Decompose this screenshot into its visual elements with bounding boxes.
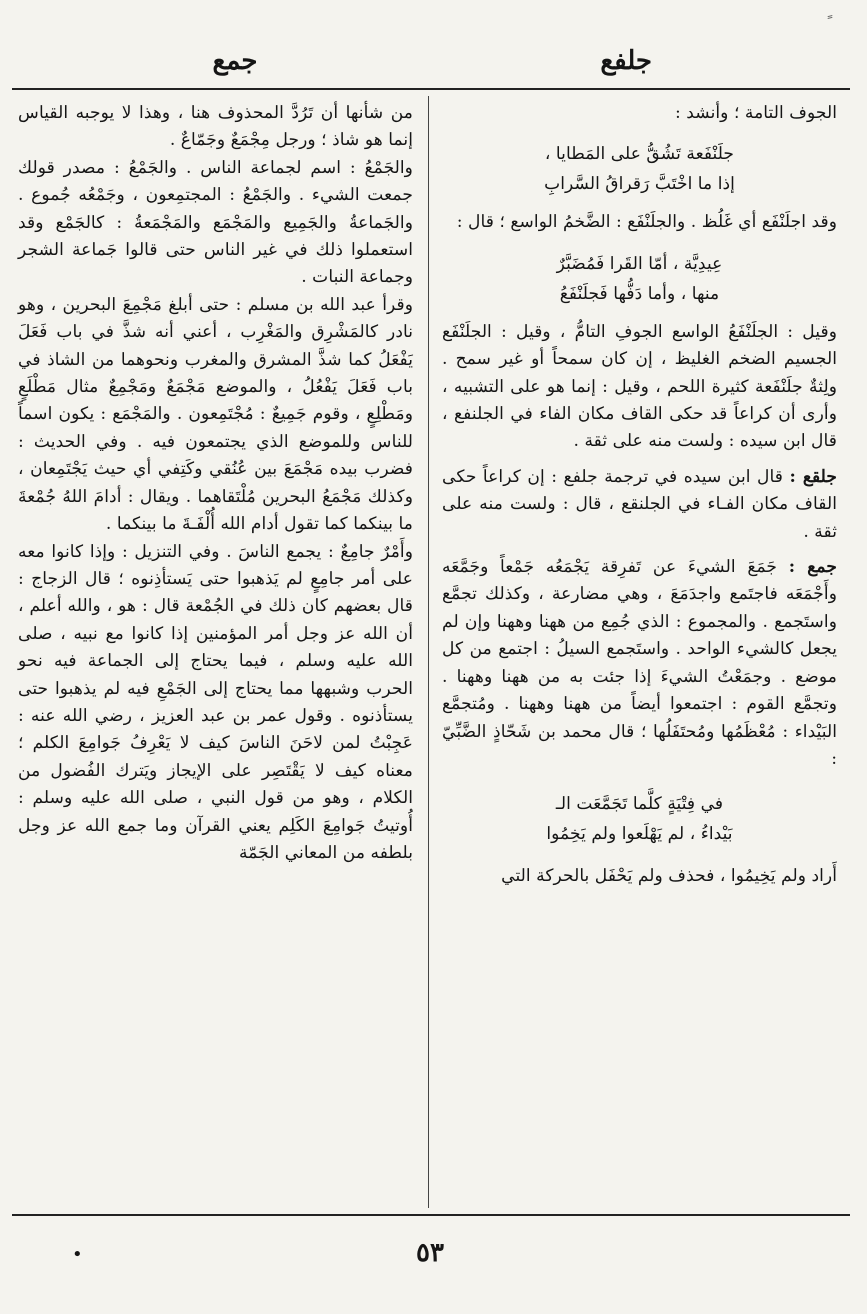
paragraph: من شأنها أن تَرُدَّ المحذوف هنا ، وهذا لا يوجبه القياس إنما هو شاذ ؛ ورجل مِجْمَعٌ وجَمّاعٌ .: [18, 103, 413, 151]
entry-jama: [442, 554, 837, 773]
header-left-word: جمع: [212, 46, 258, 76]
paragraph: والجَمْعُ : اسم لجماعة الناس . والجَمْعُ : مصدر قولك جمعت الشيء . والجَمْعُ : المجتمِعون ، وجَمْعُه جُموع . والجَماعةُ والجَمِيع والمَجْمَع والمَجْمَعةُ : كالجَمْع وقد استعملوا ذلك في غير الناس حتى قالوا جَماعة الشجر وجماعة النبات .: [18, 157, 413, 288]
verse-line: عِيدِيَّة ، أمّا القَرا فَمُضَبَّرٌ: [556, 253, 723, 274]
paragraph: الجوف التامة ؛ وأنشد :: [675, 103, 837, 123]
entry-headword: جلقع :: [789, 466, 837, 487]
entry-jalqa: [442, 464, 837, 546]
paragraph: وقد اجلَنْفَع أي غَلُظ . والجلَنْفَع : الضَّخمُ الواسع ؛ قال :: [456, 212, 837, 233]
verse-line: منها ، وأما دَفُّها فَجلَنْفَعُ: [559, 283, 720, 304]
verse-line: في فِتْيَةٍ كلَّما تَجَمَّعَت الـ: [555, 794, 724, 815]
right-column: [442, 100, 837, 891]
bottom-rule: [12, 1214, 850, 1216]
footer-mark: •: [72, 1244, 83, 1265]
verse: [442, 789, 837, 849]
left-column: [18, 100, 413, 867]
top-rule: [12, 88, 850, 90]
paragraph: وقيل : الجلَنْفَعُ الواسع الجوفِ التامُّ ، وقيل : الجلَنْفَع الجسيم الضخم الغليظ ، إن كان سمحاً أو غير سمح . ولِثةٌ جلَنْفَعة كثيرة اللحم ، وقيل : إنما هو على التشبيه ، وأرى أن كراعاً قد حكى القاف مكان الفاء في الجلنفع ، قال ابن سيده : ولست منه على ثقة .: [442, 321, 837, 452]
column-divider: [428, 96, 429, 1208]
entry-body: جَمَعَ الشيءَ عن تَفرِقة يَجْمَعُه جَمْعاً وجَمَّعَه وأَجْمَعَه فاجتَمع واجدَمَعَ ، وهي مضارعة ، وكذلك تجمَّع واستَجمع . والمجموع : الذي جُمِع من ههنا وههنا وإن لم يجعل كالشيء الواحد . واستَجمع السيلُ : اجتمع من كل موضع . وجمَعْتُ الشيءَ إذا جئت به من ههنا وههنا . وتجمَّع القوم : اجتمعوا أيضاً من ههنا وههنا . ومُتجمَّع البَيْداء : مُعْظَمُها ومُحتَفَلُها ؛ قال محمد بن شَحّاذٍ الضَّبِّيّ :: [442, 557, 837, 769]
verse-line: إذا ما اخْتَبَّ رَقراقُ السَّرابِ: [544, 174, 735, 195]
verse-line: بَيْداءُ ، لم يَهْلَعوا ولم يَخِمُوا: [546, 824, 733, 845]
verse: [442, 249, 837, 309]
paragraph: وأَمْرٌ جامِعٌ : يجمع الناسَ . وفي التنزيل : وإذا كانوا معه على أمر جامِعٍ لم يَذهبوا حتى يَستأذِنوه ؛ قال الزجاج : قال بعضهم كان ذلك في الجُمْعة قال : هو ، والله أعلم ، أن الله عز وجل أمر المؤمنين إذا كانوا مع نبيه ، صلى الله عليه وسلم ، فيما يحتاج إلى الجماعة فيه نحو الحرب وشبهها مما يحتاج إلى الجَمْعِ فيه لم يذهبوا حتى يستأذنوه . وقول عمر بن عبد العزيز ، رضي الله عنه : عَجِبْتُ لمن لاحَنَ الناسَ كيف لا يَعْرِفُ جَوامِعَ الكلم ؛ معناه كيف لا يَقْتَصِر على الإيجاز ويَترك الفُضول من الكلام ، وهو من قول النبي ، صلى الله عليه وسلم : أُوتيتُ جَوامِعَ الكَلِم يعني القرآن وما جمع الله عز وجل بلطفه من المعاني الجَمّة: [18, 541, 413, 863]
entry-headword: جمع :: [788, 557, 837, 578]
header-right-word: جلفع: [600, 46, 652, 76]
paragraph: وقرأ عبد الله بن مسلم : حتى أبلغ مَجْمِعَ البحرين ، وهو نادر كالمَشْرِق والمَغْرِب ، أعني أنه شذَّ في باب فَعَلَ يَفْعَلُ كما شذَّ المشرق والمغرب ونحوهما من الشاذ في باب فَعَلَ يَفْعُلُ ، والموضع مَجْمَعٌ ومَجْمِعٌ مثال مَطْلَعٍ ومَطْلِعٍ ، وقوم جَمِيعٌ : مُجْتَمِعون . والمَجْمَع : يكون اسماً للناس وللموضع الذي يجتمعون فيه . وفي الحديث : فضرب بيده مَجْمَعَ بين عُنُقي وكَتِفي أي حيث يَجْتَمِعان ، وكذلك مَجْمَعُ البحرين مُلْتَقاهما . ويقال : أدامَ اللهُ جُمْعةَ ما بينكما كما تقول أدام الله أُلْفَـةَ ما بينكما .: [18, 294, 413, 535]
entry-body: قال ابن سيده في ترجمة جلفع : إن كراعاً حكى القاف مكان الفـاء في الجلنقع ، قال : ولست منه على ثقة .: [442, 466, 837, 542]
verse: [442, 139, 837, 199]
paragraph: أَراد ولم يَخِيمُوا ، فحذف ولم يَحْفَل بالحركة التي: [501, 866, 837, 887]
page-number: ٥٣: [416, 1238, 444, 1268]
verse-line: جلَنْفَعة تَشُقُّ على المَطايا ،: [544, 144, 735, 165]
